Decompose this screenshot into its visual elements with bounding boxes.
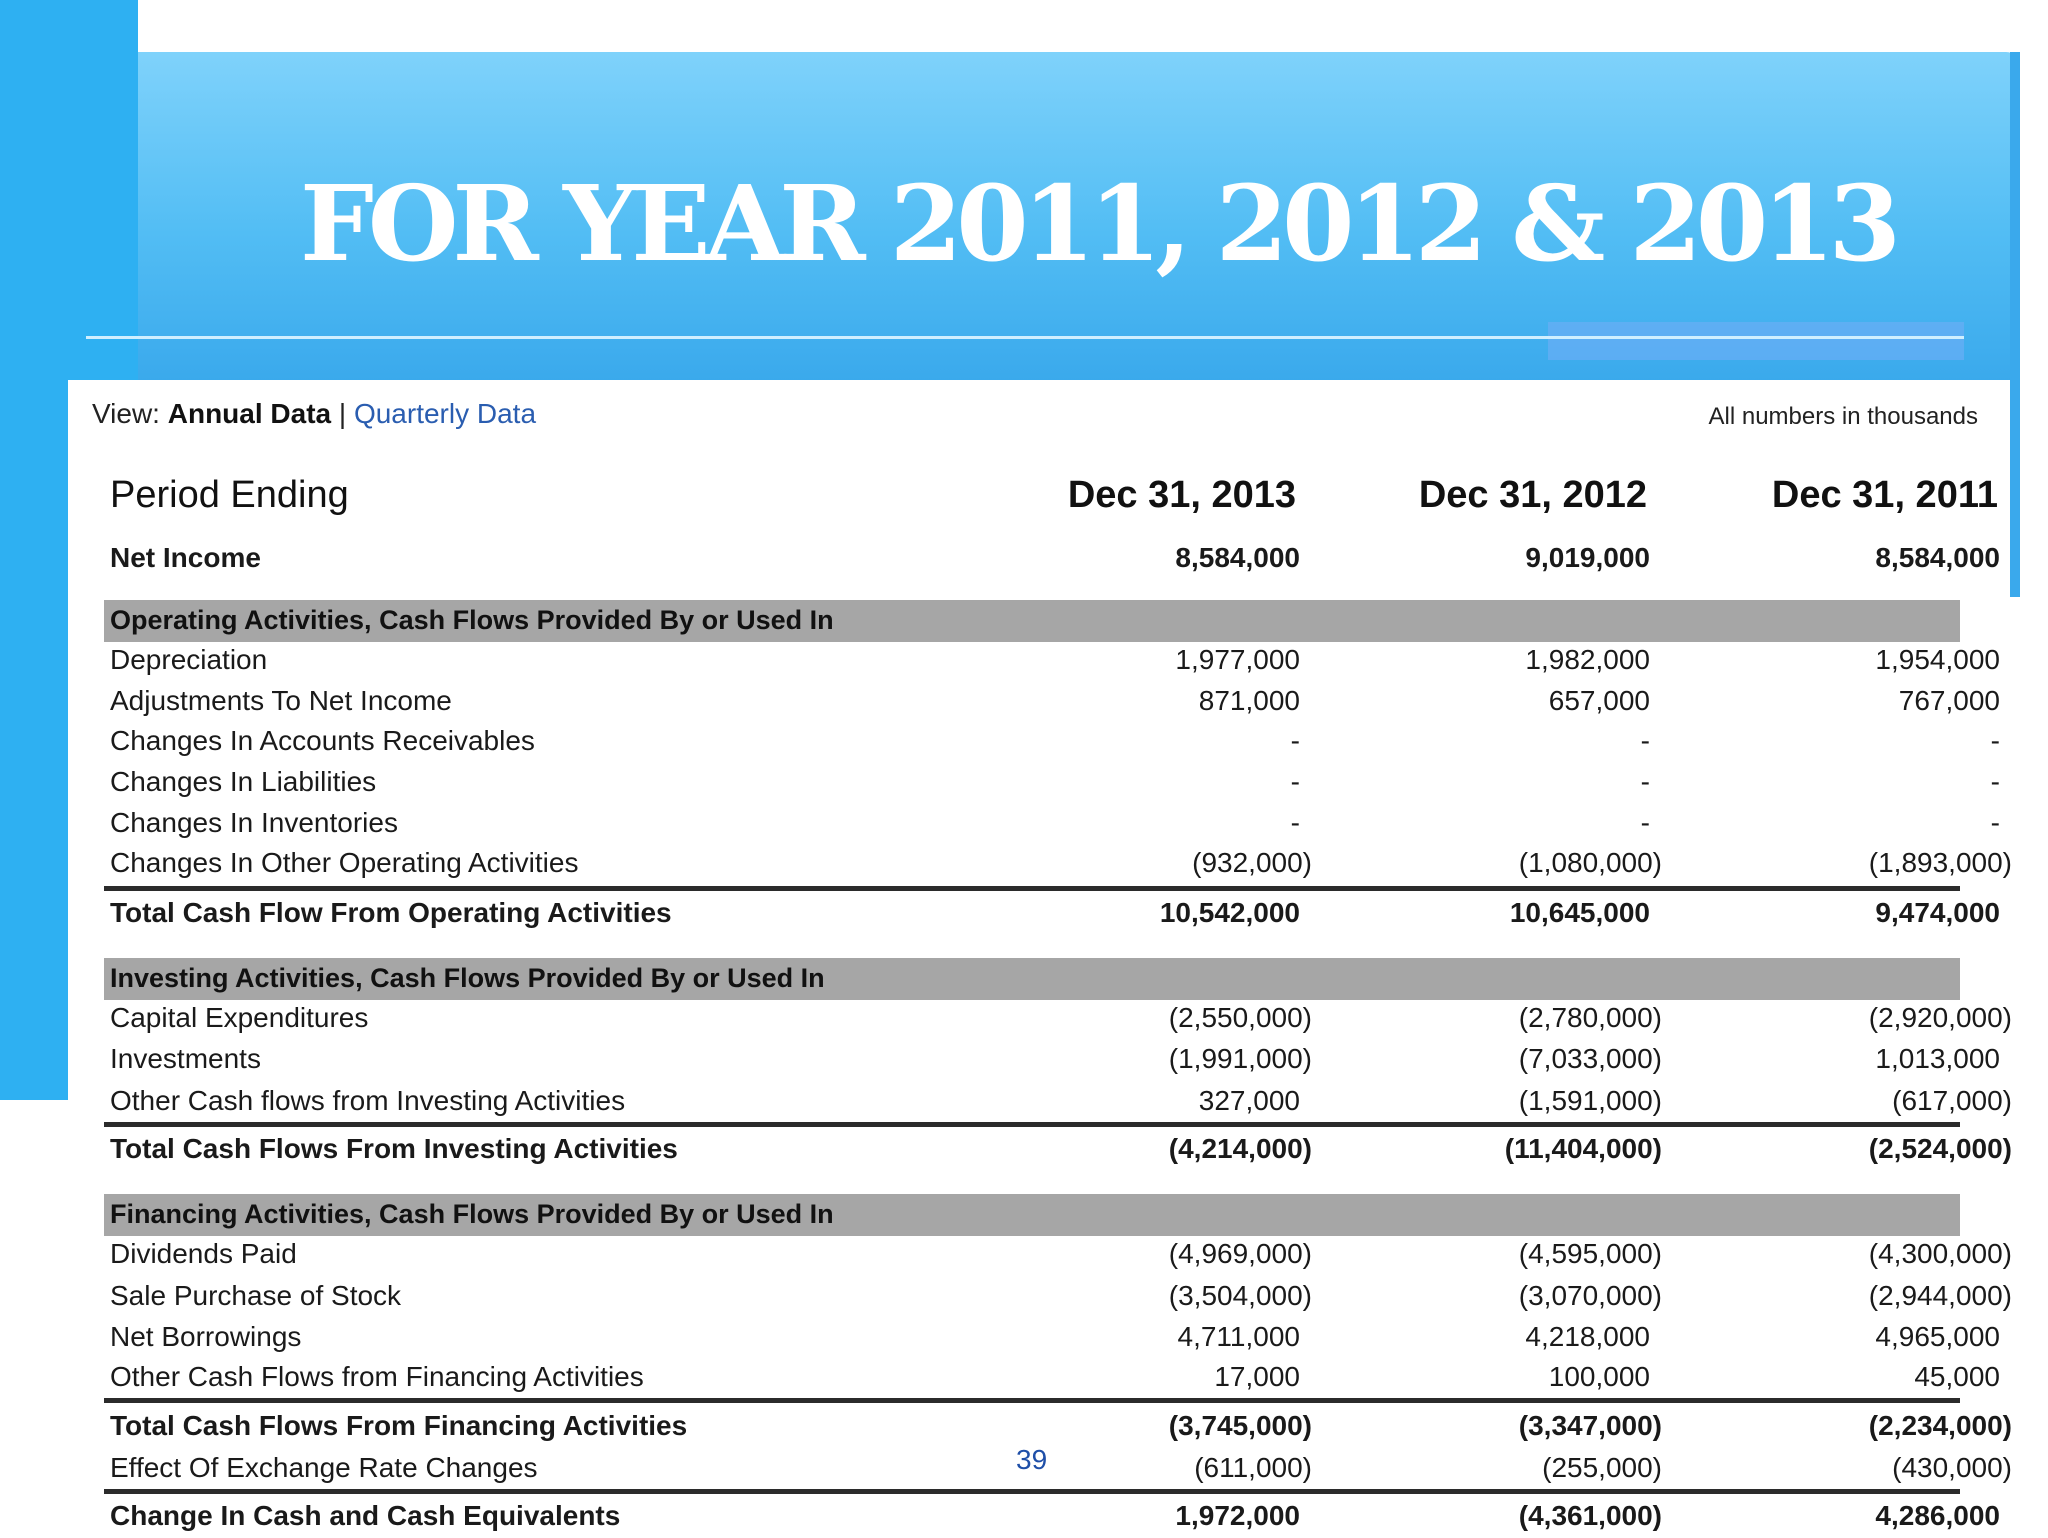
row-label: Changes In Accounts Receivables — [110, 725, 535, 756]
period-ending-label: Period Ending — [110, 474, 349, 516]
value-2012: (1,591,000) — [1518, 1085, 1662, 1116]
value-2012: 100,000 — [1548, 1361, 1650, 1392]
total-divider — [104, 1122, 1960, 1127]
column-header-2012: Dec 31, 2012 — [1418, 474, 1647, 516]
value-2012: 657,000 — [1548, 685, 1650, 716]
value-2011: 4,965,000 — [1875, 1321, 2000, 1352]
table-row — [104, 1319, 2000, 1359]
value-2011: (2,234,000) — [1868, 1410, 2012, 1441]
total-divider — [104, 886, 1960, 891]
value-2013: 1,972,000 — [1175, 1500, 1300, 1531]
section-heading: Financing Activities, Cash Flows Provided By or Used In — [110, 1199, 834, 1229]
value-2012: (4,361,000) — [1518, 1500, 1662, 1531]
header-right-edge — [2010, 52, 2020, 597]
value-2013: (611,000) — [1194, 1452, 1312, 1483]
table-row — [104, 723, 2000, 763]
value-2011: 8,584,000 — [1875, 542, 2000, 573]
value-2011: - — [1990, 766, 2000, 797]
investing-total-row — [104, 1131, 2012, 1171]
units-note: All numbers in thousands — [1708, 403, 1978, 430]
title-rule — [86, 336, 1964, 339]
column-header-2013: Dec 31, 2013 — [1067, 474, 1296, 516]
value-2011: (617,000) — [1892, 1085, 2012, 1116]
table-row — [104, 1041, 2000, 1081]
value-2013: - — [1290, 807, 1300, 838]
annual-data-link[interactable]: Annual Data — [167, 398, 332, 429]
slide-title: FOR YEAR 2011, 2012 & 2013 — [300, 162, 1895, 285]
page-number: 39 — [1016, 1444, 1048, 1475]
value-2011: 9,474,000 — [1875, 897, 2000, 928]
table-row — [104, 642, 2000, 682]
column-header-row — [104, 470, 1998, 520]
row-label: Change In Cash and Cash Equivalents — [110, 1500, 621, 1531]
operating-total-row — [104, 895, 2000, 935]
row-label: Effect Of Exchange Rate Changes — [110, 1452, 538, 1483]
operating-section-header — [104, 600, 1960, 642]
value-2012: (4,595,000) — [1518, 1238, 1662, 1269]
row-label: Net Borrowings — [110, 1321, 302, 1352]
value-2011: (2,944,000) — [1868, 1280, 2012, 1311]
value-2012: 9,019,000 — [1525, 542, 1650, 573]
value-2013: (3,745,000) — [1168, 1410, 1312, 1441]
column-header-2011: Dec 31, 2011 — [1771, 474, 1998, 516]
table-row — [104, 845, 2012, 885]
value-2011: - — [1990, 807, 2000, 838]
value-2011: 1,954,000 — [1875, 644, 2000, 675]
row-label: Other Cash flows from Investing Activities — [110, 1085, 626, 1116]
value-2012: - — [1640, 725, 1650, 756]
table-row — [104, 764, 2000, 804]
row-label: Adjustments To Net Income — [110, 685, 452, 716]
row-label: Other Cash Flows from Financing Activities — [110, 1361, 644, 1392]
value-2012: (2,780,000) — [1518, 1002, 1662, 1033]
value-2011: (1,893,000) — [1868, 847, 2012, 878]
value-2012: (255,000) — [1542, 1452, 1662, 1483]
total-divider — [104, 1398, 1960, 1403]
financing-total-row — [104, 1408, 2012, 1448]
value-2013: 17,000 — [1214, 1361, 1300, 1392]
value-2013: - — [1290, 766, 1300, 797]
value-2012: (3,347,000) — [1518, 1410, 1662, 1441]
value-2012: - — [1640, 766, 1650, 797]
row-label: Total Cash Flow From Operating Activities — [110, 897, 672, 928]
value-2013: 4,711,000 — [1177, 1321, 1300, 1352]
title-rule-accent — [1548, 322, 1964, 360]
value-2011: 4,286,000 — [1875, 1500, 2000, 1531]
value-2012: (1,080,000) — [1518, 847, 1662, 878]
view-prefix: View: — [92, 398, 160, 429]
row-label: Dividends Paid — [110, 1238, 297, 1269]
row-label: Investments — [110, 1043, 261, 1074]
section-heading: Investing Activities, Cash Flows Provided By or Used In — [110, 963, 825, 993]
value-2013: (4,214,000) — [1168, 1133, 1312, 1164]
row-label: Net Income — [110, 542, 261, 573]
value-2013: (1,991,000) — [1168, 1043, 1312, 1074]
change-in-cash-row — [104, 1498, 2000, 1538]
value-2013: 871,000 — [1198, 685, 1300, 716]
row-label: Changes In Liabilities — [110, 766, 377, 797]
value-2013: (3,504,000) — [1168, 1280, 1312, 1311]
table-row — [104, 1278, 2012, 1318]
value-2013: - — [1290, 725, 1300, 756]
value-2011: - — [1990, 725, 2000, 756]
value-2011: (2,524,000) — [1868, 1133, 2012, 1164]
value-2011: 767,000 — [1898, 685, 2000, 716]
value-2011: 1,013,000 — [1875, 1043, 2000, 1074]
value-2011: (430,000) — [1892, 1452, 2012, 1483]
value-2012: (7,033,000) — [1518, 1043, 1662, 1074]
table-row — [104, 1000, 2012, 1040]
row-label: Depreciation — [110, 644, 268, 675]
table-row — [104, 683, 2000, 723]
section-heading: Operating Activities, Cash Flows Provided By or Used In — [110, 605, 834, 635]
table-row — [104, 805, 2000, 845]
view-separator: | — [338, 398, 347, 429]
total-divider — [104, 1489, 1960, 1494]
table-row — [104, 1359, 2000, 1399]
value-2012: 4,218,000 — [1525, 1321, 1650, 1352]
value-2013: 1,977,000 — [1175, 644, 1300, 675]
value-2011: 45,000 — [1914, 1361, 2000, 1392]
net-income-row — [104, 540, 2000, 580]
row-label: Changes In Inventories — [110, 807, 398, 838]
quarterly-data-link[interactable]: Quarterly Data — [353, 398, 537, 429]
value-2012: (11,404,000) — [1504, 1133, 1662, 1164]
value-2012: 1,982,000 — [1525, 644, 1650, 675]
value-2013: (2,550,000) — [1168, 1002, 1312, 1033]
financing-section-header — [104, 1194, 1960, 1236]
row-label: Capital Expenditures — [110, 1002, 369, 1033]
value-2012: 10,645,000 — [1509, 897, 1650, 928]
value-2013: 10,542,000 — [1159, 897, 1300, 928]
value-2013: (4,969,000) — [1168, 1238, 1312, 1269]
value-2012: (3,070,000) — [1518, 1280, 1662, 1311]
investing-section-header — [104, 958, 1960, 1000]
row-label: Total Cash Flows From Investing Activities — [110, 1133, 678, 1164]
table-row — [104, 1083, 2012, 1123]
row-label: Total Cash Flows From Financing Activities — [110, 1410, 688, 1441]
row-label: Sale Purchase of Stock — [110, 1280, 402, 1311]
value-2013: 8,584,000 — [1175, 542, 1300, 573]
value-2011: (2,920,000) — [1868, 1002, 2012, 1033]
value-2013: 327,000 — [1198, 1085, 1300, 1116]
value-2012: - — [1640, 807, 1650, 838]
value-2013: (932,000) — [1192, 847, 1312, 878]
value-2011: (4,300,000) — [1868, 1238, 2012, 1269]
row-label: Changes In Other Operating Activities — [110, 847, 579, 878]
table-row — [104, 1236, 2012, 1276]
view-selector — [92, 398, 536, 430]
